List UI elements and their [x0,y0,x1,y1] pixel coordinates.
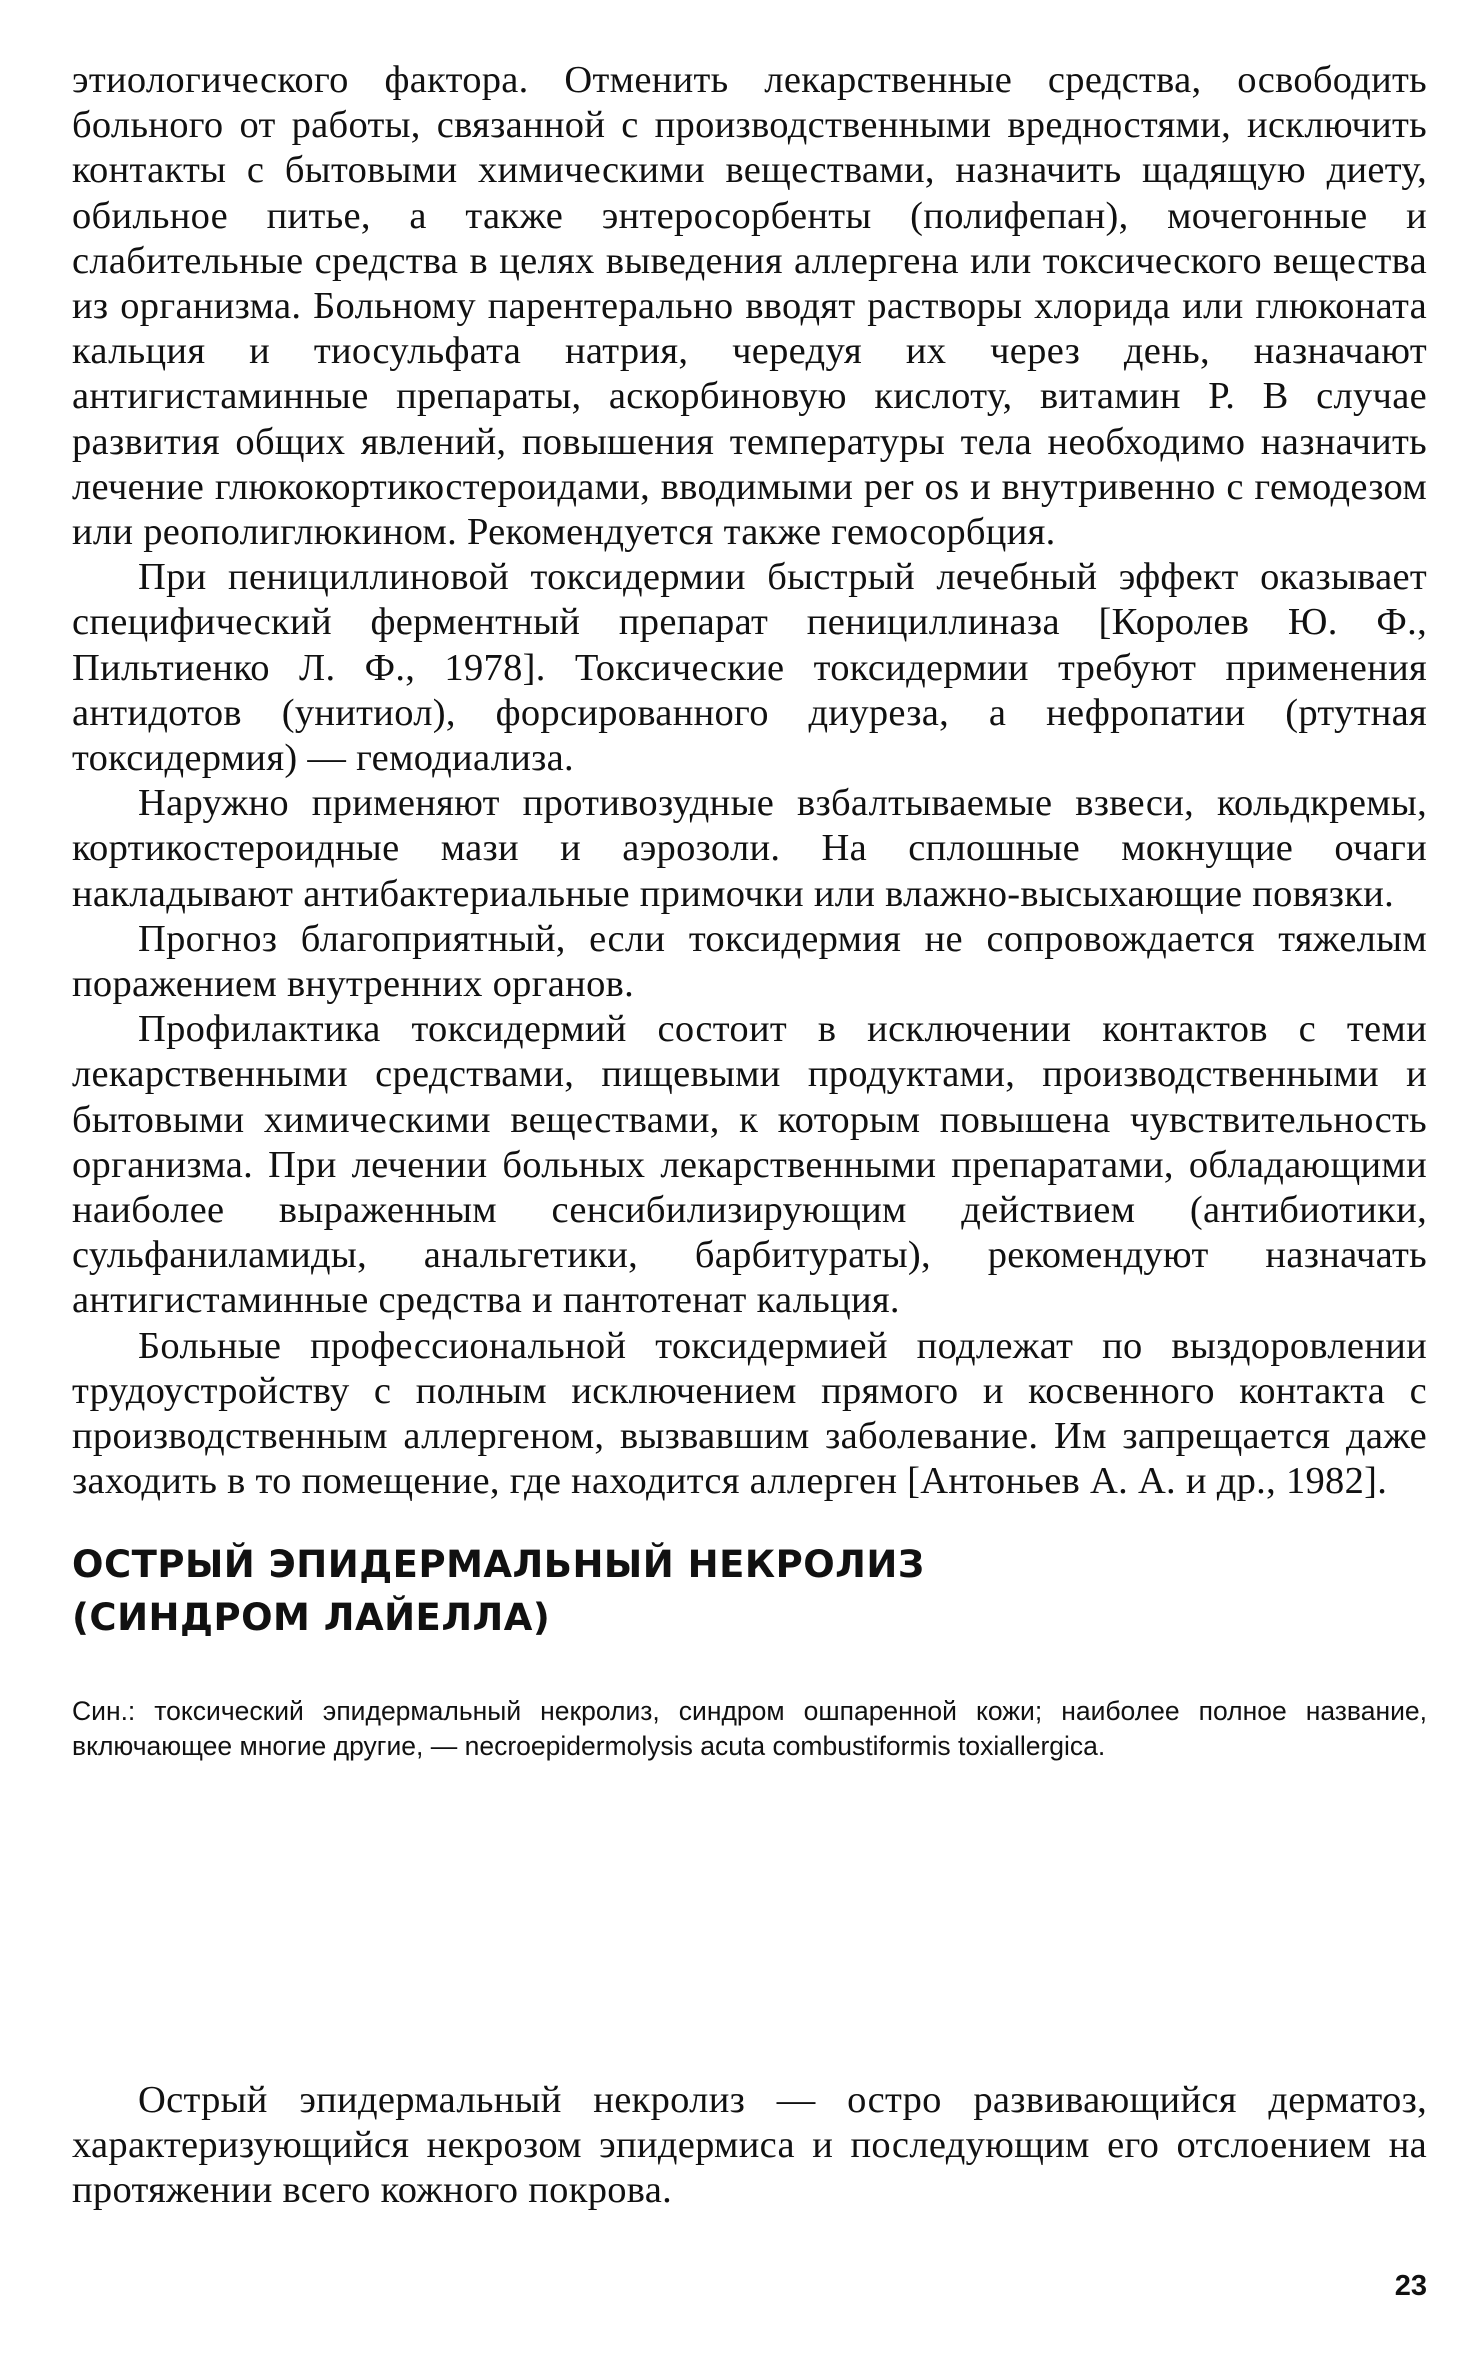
section-title-line2: (СИНДРОМ ЛАЙЕЛЛА) [72,1596,551,1639]
paragraph-prognosis: Прогноз благоприятный, если токсидермия не сопровождается тяжелым поражением внутренних органов. [72,917,1427,1006]
page-number: 23 [1394,2270,1427,2302]
paragraph-external-treatment: Наружно применяют противозудные взбалтываемые взвеси, кольдкремы, кортикостероидные мази и аэрозоли. На сплошные мокнущие очаги накладывают антибактериальные примочки или влажно-высыхающие повязки. [72,782,1427,915]
paragraph-employment: Больные профессиональной токсидермией подлежат по выздоровлении трудоустройству с полным исключением прямого и косвенного контакта с производственным аллергеном, вызвавшим заболевание. Им запрещается даже заходить в то помещение, где находится аллерген [Антоньев А. А. и др., 1982]. [72,1324,1427,1503]
definition-block [72,2078,1427,2214]
paragraph-treatment: этиологического фактора. Отменить лекарственные средства, освободить больного от работы, связанной с производственными вредностями, исключить контакты с бытовыми химическими веществами, назначить щадящую диету, обильное питье, а также энтеросорбенты (полифепан), мочегонные и слабительные средства в целях выведения аллергена или токсического вещества из организма. Больному парентерально вводят растворы хлорида или глюконата кальция и тиосульфата натрия, чередуя их через день, назначают антигистаминные препараты, аскорбиновую кислоту, витамин Р. В случае развития общих явлений, повышения температуры тела необходимо назначить лечение глюкокортикостероидами, вводимыми per os и внутривенно с гемодезом или реополиглюкином. Рекомендуется также гемосорбция. [72,59,1427,554]
synonyms-note: Син.: токсический эпидермальный некролиз, синдром ошпаренной кожи; наиболее полное название, включающее многие другие, — necroepidermolysis acuta combustiformis toxiallergica. [72,1696,1427,1761]
section-title-line1: ОСТРЫЙ ЭПИДЕРМАЛЬНЫЙ НЕКРОЛИЗ [72,1543,925,1586]
section-heading [72,1538,1427,1644]
body-text [72,58,1427,1505]
paragraph-definition: Острый эпидермальный некролиз — остро развивающийся дерматоз, характеризующийся некрозом эпидермиса и последующим его отслоением на протяжении всего кожного покрова. [72,2079,1427,2212]
paragraph-penicillin-toxidermia: При пенициллиновой токсидермии быстрый лечебный эффект оказывает специфический ферментный препарат пенициллиназа [Королев Ю. Ф., Пильтиенко Л. Ф., 1978]. Токсические токсидермии требуют применения антидотов (унитиол), форсированного диуреза, а нефропатии (ртутная токсидермия) — гемодиализа. [72,556,1427,780]
paragraph-prevention: Профилактика токсидермий состоит в исключении контактов с теми лекарственными средствами, пищевыми продуктами, производственными и бытовыми химическими веществами, к которым повышена чувствительность организма. При лечении больных лекарственными препаратами, обладающими наиболее выраженным сенсибилизирующим действием (антибиотики, сульфаниламиды, анальгетики, барбитураты), рекомендуют назначать антигистаминные средства и пантотенат кальция. [72,1008,1427,1322]
